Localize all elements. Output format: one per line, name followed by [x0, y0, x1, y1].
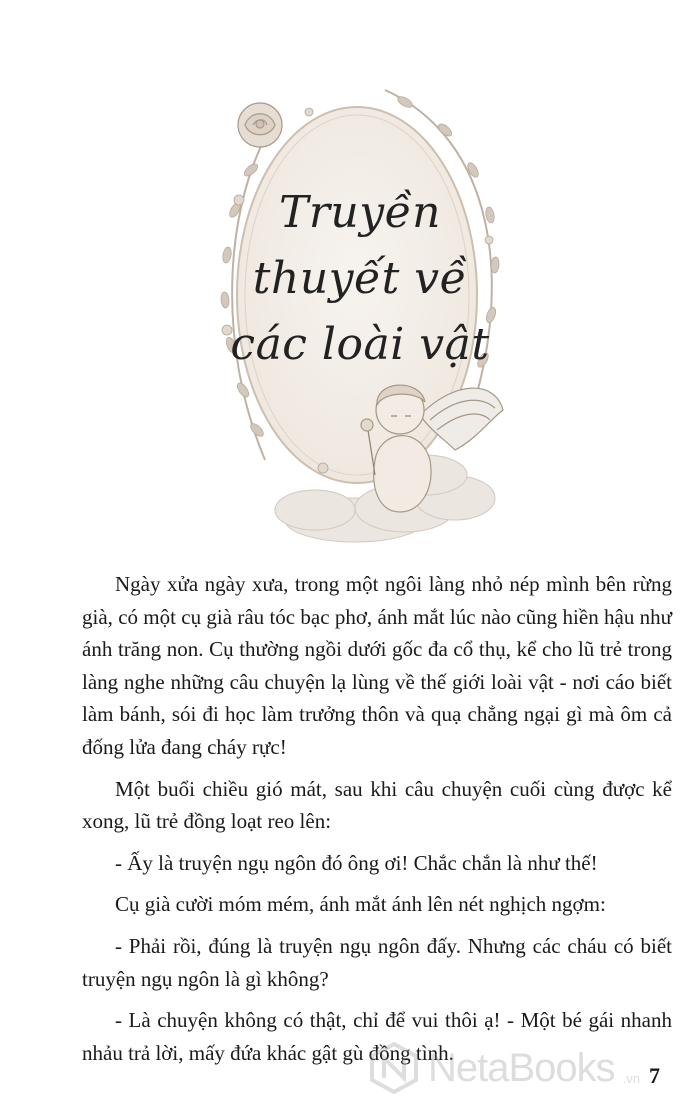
story-paragraph: Một buổi chiều gió mát, sau khi câu chuyện cuối cùng được kể xong, lũ trẻ đồng loạt reo lên:: [82, 776, 672, 834]
watermark-tld: .vn: [622, 1071, 641, 1086]
watermark-logo-icon: [368, 1042, 420, 1094]
story-paragraph: - Ấy là truyện ngụ ngôn đó ông ơi! Chắc chắn là như thế!: [115, 850, 598, 875]
story-paragraph: - Là chuyện không có thật, chỉ để vui thôi ạ! - Một bé gái nhanh nhảu trả lời, mấy đứa khác gật gù đồng tình.: [82, 1008, 672, 1065]
chapter-title-line: Truyền: [279, 187, 441, 238]
story-body: [82, 568, 672, 1078]
story-paragraph: - Phải rồi, đúng là truyện ngụ ngôn đấy. Nhưng các cháu có biết truyện ngụ ngôn là gì không?: [82, 933, 672, 991]
chapter-illustration: [205, 80, 515, 550]
story-paragraph: Ngày xửa ngày xưa, trong một ngôi làng nhỏ nép mình bên rừng già, có một cụ già râu tóc bạc phơ, ánh mắt lúc nào cũng hiền hậu như ánh trăng non. Cụ thường ngồi dưới gốc đa cổ thụ, kể cho lũ trẻ trong làng nghe những câu chuyện lạ lùng về thế giới loài vật - nơi cáo biết làm bánh, sói đi học làm trưởng thôn và quạ chẳng ngại gì mà ôm cả đống lửa đang cháy rực!: [82, 572, 672, 759]
watermark: [368, 1042, 678, 1094]
page-number: 7: [649, 1063, 660, 1088]
story-paragraph: Cụ già cười móm mém, ánh mắt ánh lên nét nghịch ngợm:: [115, 892, 606, 917]
watermark-text: NetaBooks: [428, 1045, 615, 1090]
chapter-title: [205, 180, 515, 378]
chapter-title-line: thuyết về: [252, 253, 468, 304]
chapter-title-line: các loài vật: [230, 319, 490, 370]
rose-icon: [238, 103, 282, 147]
